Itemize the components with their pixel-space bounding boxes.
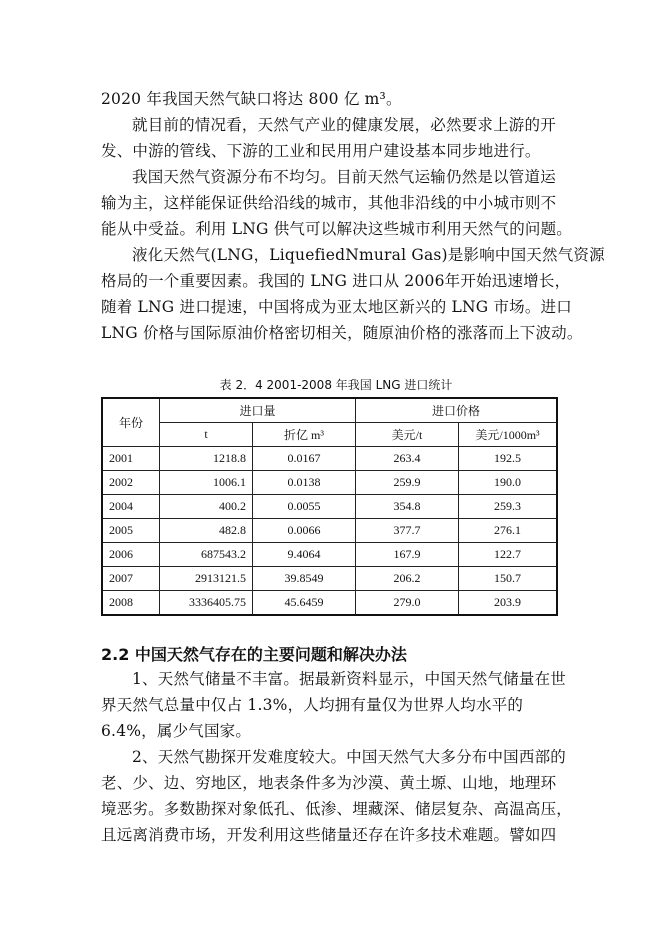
header-billion-m3: 折亿 m³ (253, 423, 356, 447)
intro-text (101, 86, 605, 346)
cell-t: 1006.1 (160, 471, 253, 495)
text-line: 2020 年我国天然气缺口将达 800 亿 m³。 (101, 90, 402, 108)
table-row (102, 567, 557, 591)
text-line: 界天然气总量中仅占 1.3%，人均拥有量仅为世界人均水平的 (101, 696, 524, 714)
section-text (101, 666, 571, 848)
table-row (102, 471, 557, 495)
cell-usd-1000m3: 276.1 (459, 519, 558, 543)
header-usd-t: 美元/t (356, 423, 459, 447)
table-header-row (102, 398, 557, 423)
cell-usd-1000m3: 122.7 (459, 543, 558, 567)
header-year: 年份 (102, 398, 160, 447)
cell-usd-t: 279.0 (356, 591, 459, 616)
cell-year: 2006 (102, 543, 160, 567)
text-line: 且远离消费市场，开发利用这些储量还存在许多技术难题。譬如四 (101, 826, 557, 844)
cell-year: 2005 (102, 519, 160, 543)
text-line: 输为主，这样能保证供给沿线的城市，其他非沿线的中小城市则不 (101, 194, 557, 212)
header-import-price: 进口价格 (356, 398, 558, 423)
cell-usd-t: 354.8 (356, 495, 459, 519)
cell-t: 2913121.5 (160, 567, 253, 591)
cell-billion-m3: 0.0055 (253, 495, 356, 519)
cell-t: 400.2 (160, 495, 253, 519)
section-heading: 2.2 中国天然气存在的主要问题和解决办法 (101, 645, 407, 664)
cell-usd-t: 206.2 (356, 567, 459, 591)
cell-t: 482.8 (160, 519, 253, 543)
table-row (102, 543, 557, 567)
cell-billion-m3: 0.0167 (253, 447, 356, 471)
cell-usd-t: 377.7 (356, 519, 459, 543)
text-line: 老、少、边、穷地区，地表条件多为沙漠、黄土塬、山地，地理环 (101, 774, 557, 792)
text-line: 我国天然气资源分布不均匀。目前天然气运输仍然是以管道运 (132, 168, 556, 186)
text-line: 就目前的情况看，天然气产业的健康发展，必然要求上游的开 (132, 116, 556, 134)
cell-usd-1000m3: 203.9 (459, 591, 558, 616)
cell-t: 1218.8 (160, 447, 253, 471)
cell-usd-1000m3: 259.3 (459, 495, 558, 519)
header-t: t (160, 423, 253, 447)
cell-billion-m3: 45.6459 (253, 591, 356, 616)
cell-t: 687543.2 (160, 543, 253, 567)
cell-usd-t: 263.4 (356, 447, 459, 471)
cell-billion-m3: 0.0138 (253, 471, 356, 495)
text-line: 随着 LNG 进口提速，中国将成为亚太地区新兴的 LNG 市场。进口 (101, 298, 572, 316)
cell-billion-m3: 9.4064 (253, 543, 356, 567)
header-import-volume: 进口量 (160, 398, 356, 423)
table-row (102, 591, 557, 616)
cell-usd-t: 259.9 (356, 471, 459, 495)
lng-import-table (101, 397, 558, 616)
text-line: 6.4%，属少气国家。 (101, 722, 252, 740)
cell-year: 2001 (102, 447, 160, 471)
table-row (102, 495, 557, 519)
cell-t: 3336405.75 (160, 591, 253, 616)
cell-usd-1000m3: 190.0 (459, 471, 558, 495)
header-usd-1000m3: 美元/1000m³ (459, 423, 558, 447)
cell-year: 2008 (102, 591, 160, 616)
text-line: 1、天然气储量不丰富。据最新资料显示，中国天然气储量在世 (132, 670, 566, 688)
cell-year: 2004 (102, 495, 160, 519)
text-line: 境恶劣。多数勘探对象低孔、低渗、埋藏深、储层复杂、高温高压， (101, 800, 573, 818)
cell-usd-t: 167.9 (356, 543, 459, 567)
text-line: 发、中游的管线、下游的工业和民用用户建设基本同步地进行。 (101, 142, 541, 160)
table-subheader-row (102, 423, 557, 447)
cell-usd-1000m3: 192.5 (459, 447, 558, 471)
text-line: 能从中受益。利用 LNG 供气可以解决这些城市利用天然气的问题。 (101, 220, 572, 238)
text-line: LNG 价格与国际原油价格密切相关，随原油价格的涨落而上下波动。 (101, 324, 583, 342)
table-row (102, 519, 557, 543)
cell-usd-1000m3: 150.7 (459, 567, 558, 591)
text-line: 液化天然气(LNG，LiquefiedNmural Gas)是影响中国天然气资源 (132, 246, 605, 264)
text-line: 格局的一个重要因素。我国的 LNG 进口从 2006年开始迅速增长， (101, 272, 571, 290)
cell-billion-m3: 39.8549 (253, 567, 356, 591)
cell-year: 2007 (102, 567, 160, 591)
table-caption: 表 2．4 2001-2008 年我国 LNG 进口统计 (219, 378, 453, 392)
text-line: 2、天然气勘探开发难度较大。中国天然气大多分布中国西部的 (132, 748, 566, 766)
cell-year: 2002 (102, 471, 160, 495)
table-row (102, 447, 557, 471)
cell-billion-m3: 0.0066 (253, 519, 356, 543)
